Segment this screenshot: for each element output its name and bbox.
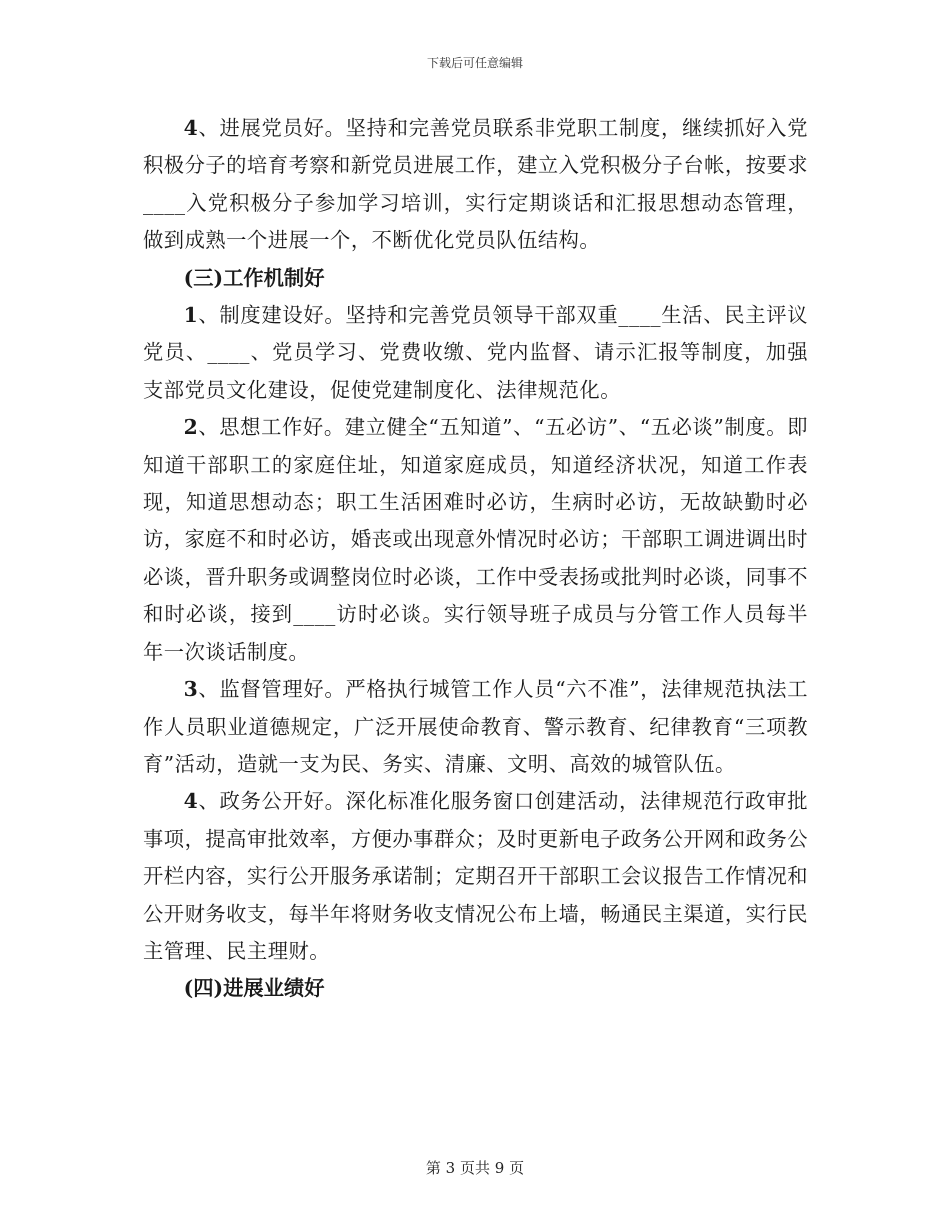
item-number: 4 (183, 789, 199, 814)
paragraph (143, 783, 808, 970)
page-header: 下载后可任意编辑 (426, 56, 523, 70)
paragraph-text: 、思想工作好。建立健全“五知道”、“五必访”、“五必谈”制度。即知道干部职工的家庭住址，知道家庭成员，知道经济状况，知道工作表现，知道思想动态；职工生活困难时必访，生病时必访，无故缺勤时必访，家庭不和时必访，婚丧或出现意外情况时必访；干部职工调进调出时必谈，晋升职务或调整岗位时必谈，工作中受表扬或批判时必谈，同事不和时必谈，接到____访时必谈。实行领导班子成员与分管工作人员每半年一次谈话制度。 (143, 415, 809, 664)
item-number: 2 (183, 415, 199, 440)
paragraph-text: 、政务公开好。深化标准化服务窗口创建活动，法律规范行政审批事项，提高审批效率，方便办事群众；及时更新电子政务公开网和政务公开栏内容，实行公开服务承诺制；定期召开干部职工会议报告工作情况和公开财务收支，每半年将财务收支情况公布上墙，畅通民主渠道，实行民主管理、民主理财。 (143, 789, 809, 963)
paragraph-text: 、进展党员好。坚持和完善党员联系非党职工制度，继续抓好入党积极分子的培育考察和新党员进展工作，建立入党积极分子台帐，按要求____入党积极分子参加学习培训，实行定期谈话和汇报思想动态管理，做到成熟一个进展一个，不断优化党员队伍结构。 (143, 116, 809, 253)
paragraph-text: 、制度建设好。坚持和完善党员领导干部双重____生活、民主评议党员、____、党员学习、党费收缴、党内监督、请示汇报等制度，加强支部党员文化建设，促使党建制度化、法律规范化。 (143, 303, 808, 402)
page-footer: 第 3 页共 9 页 (425, 1159, 525, 1177)
paragraph-text: 、监督管理好。严格执行城管工作人员“六不准”，法律规范执法工作人员职业道德规定，广泛开展使命教育、警示教育、纪律教育“三项教育”活动，造就一支为民、务实、清廉、文明、高效的城管队伍。 (143, 677, 808, 776)
paragraph (143, 110, 808, 260)
section-heading: (四)进展业绩好 (183, 976, 325, 1001)
paragraph (143, 409, 808, 671)
document-body (143, 110, 808, 1008)
section-heading: (三)工作机制好 (183, 265, 325, 290)
item-number: 3 (183, 677, 199, 702)
paragraph (143, 671, 808, 783)
item-number: 4 (183, 116, 199, 140)
paragraph (143, 297, 808, 409)
item-number: 1 (183, 303, 199, 328)
